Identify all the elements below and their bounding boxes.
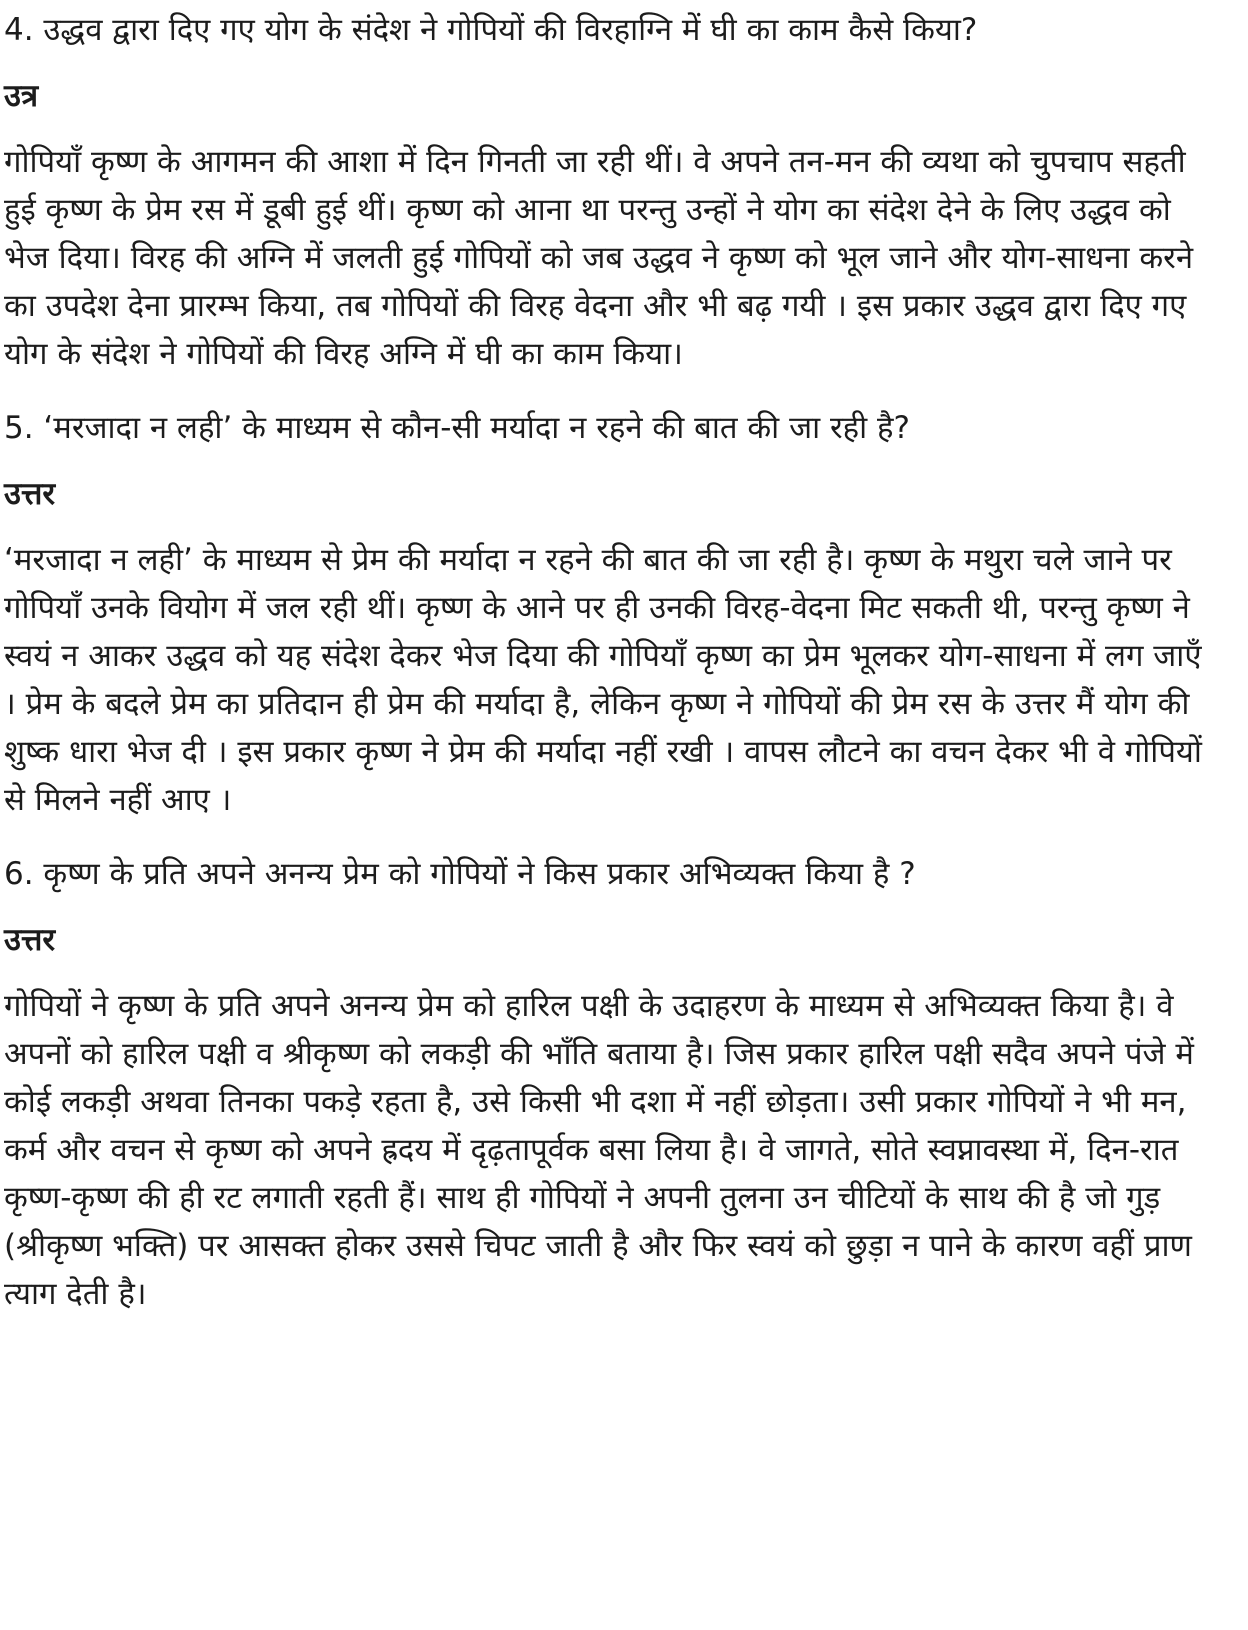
question-5: 5. ‘मरजादा न लही’ के माध्यम से कौन-सी मर्यादा न रहने की बात की जा रही है?: [4, 410, 910, 446]
answer-heading-5: उत्तर: [4, 476, 56, 512]
answer-text-6: गोपियों ने कृष्ण के प्रति अपने अनन्य प्रेम को हारिल पक्षी के उदाहरण के माध्यम से अभिव्यक्त किया है। वे अपनों को हारिल पक्षी व श्रीकृष्ण को लकड़ी की भाँति बताया है। जिस प्रकार हारिल पक्षी सदैव अपने पंजे में कोई लकड़ी अथवा तिनका पकड़े रहता है, उसे किसी भी दशा में नहीं छोड़ता। उसी प्रकार गोपियों ने भी मन, कर्म और वचन से कृष्ण को अपने ह्रदय में दृढ़तापूर्वक बसा लिया है। वे जागते, सोते स्वप्नावस्था में, दिन-रात कृष्ण-कृष्ण की ही रट लगाती रहती हैं। साथ ही गोपियों ने अपनी तुलना उन चीटियों के साथ की है जो गुड़ (श्रीकृष्ण भक्ति) पर आसक्त होकर उससे चिपट जाती है और फिर स्वयं को छुड़ा न पाने के कारण वहीं प्राण त्याग देती है।: [4, 988, 1194, 1312]
answer-text-5: ‘मरजादा न लही’ के माध्यम से प्रेम की मर्यादा न रहने की बात की जा रही है। कृष्ण के मथुरा चले जाने पर गोपियाँ उनके वियोग में जल रही थीं। कृष्ण के आने पर ही उनकी विरह-वेदना मिट सकती थी, परन्तु कृष्ण ने स्वयं न आकर उद्धव को यह संदेश देकर भेज दिया की गोपियाँ कृष्ण का प्रेम भूलकर योग-साधना में लग जाएँ । प्रेम के बदले प्रेम का प्रतिदान ही प्रेम की मर्यादा है, लेकिन कृष्ण ने गोपियों की प्रेम रस के उत्तर मैं योग की शुष्क धारा भेज दी । इस प्रकार कृष्ण ने प्रेम की मर्यादा नहीं रखी । वापस लौटने का वचन देकर भी वे गोपियों से मिलने नहीं आए ।: [4, 542, 1202, 818]
answer-heading-4: उत्र: [4, 78, 39, 114]
question-4: 4. उद्धव द्वारा दिए गए योग के संदेश ने गोपियों की विरहाग्नि में घी का काम कैसे किया?: [4, 12, 978, 48]
question-section-6: [4, 850, 1218, 1318]
question-6: 6. कृष्ण के प्रति अपने अनन्य प्रेम को गोपियों ने किस प्रकार अभिव्यक्त किया है ?: [4, 856, 916, 892]
question-section-4: [4, 6, 1218, 378]
answer-heading-6: उत्तर: [4, 922, 56, 958]
document-page: [0, 6, 1248, 1630]
answer-text-4: गोपियाँ कृष्ण के आगमन की आशा में दिन गिनती जा रही थीं। वे अपने तन-मन की व्यथा को चुपचाप सहती हुई कृष्ण के प्रेम रस में डूबी हुई थीं। कृष्ण को आना था परन्तु उन्हों ने योग का संदेश देने के लिए उद्धव को भेज दिया। विरह की अग्नि में जलती हुई गोपियों को जब उद्धव ने कृष्ण को भूल जाने और योग-साधना करने का उपदेश देना प्रारम्भ किया, तब गोपियों की विरह वेदना और भी बढ़ गयी । इस प्रकार उद्धव द्वारा दिए गए योग के संदेश ने गोपियों की विरह अग्नि में घी का काम किया।: [4, 144, 1194, 372]
question-section-5: [4, 404, 1218, 824]
